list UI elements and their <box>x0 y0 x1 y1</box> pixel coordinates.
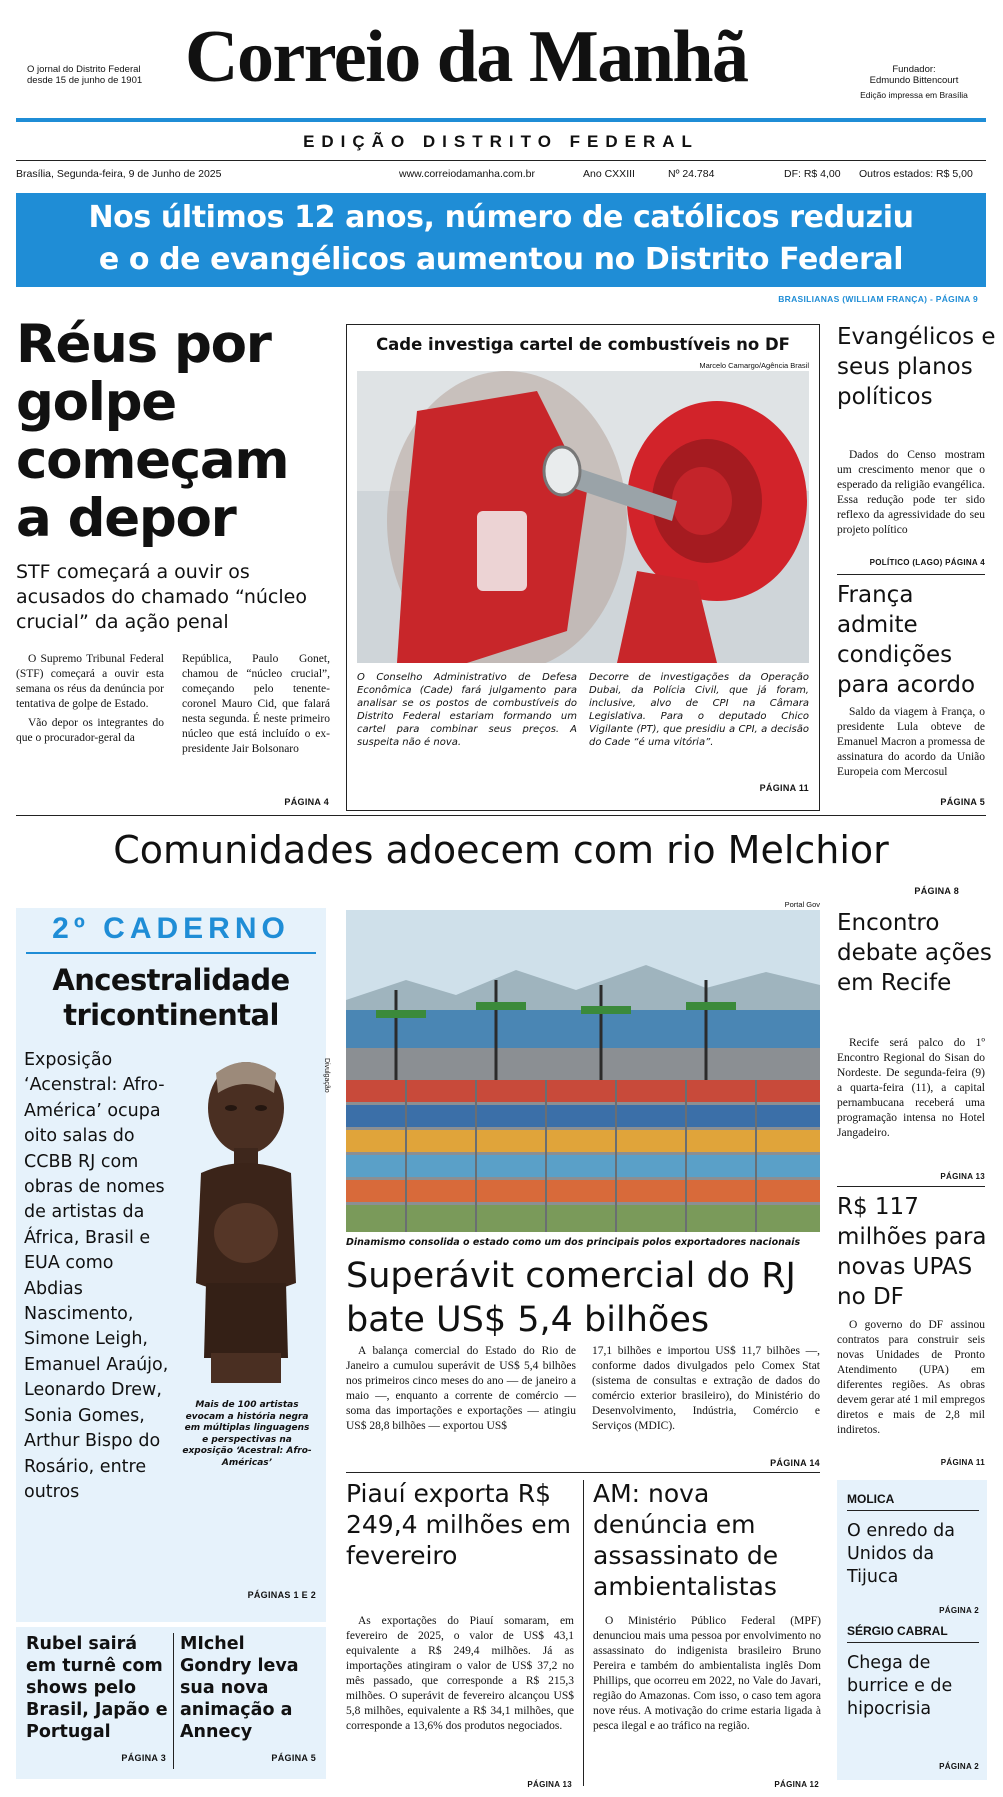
franca-page[interactable]: PÁGINA 5 <box>940 797 985 807</box>
divider <box>173 1633 174 1769</box>
edition-date: Brasília, Segunda-feira, 9 de Junho de 2025 <box>16 168 222 180</box>
columnists-panel <box>837 1480 987 1780</box>
franca-headline[interactable]: França admite condições para acordo <box>837 582 976 698</box>
upas-body: O governo do DF assinou contratos para construir seis novas Unidades de Pronto Atendimento (UPA) em diferentes regiões. As obras devem gerar até 1 mil empregos diretos e mais de 2,8 mil indiretos. <box>837 1319 985 1436</box>
cabral-page[interactable]: PÁGINA 2 <box>939 1762 979 1771</box>
cade-caption-col1: O Conselho Administrativo de Defesa Econômica (Cade) fará julgamento para analisar se os postos de combustíveis do Distrito Federal estariam formando um cartel para combinar seus preços. A suspeita não é nova. <box>357 672 577 748</box>
piaui-page[interactable]: PÁGINA 13 <box>527 1780 572 1789</box>
printed-edition: Edição impressa em Brasília <box>860 90 968 100</box>
fuel-nozzle-photo[interactable] <box>357 371 809 663</box>
cade-page[interactable]: PÁGINA 11 <box>759 783 809 793</box>
am-headline[interactable]: AM: nova denúncia em assassinato de ambientalistas <box>593 1479 779 1601</box>
recife-page[interactable]: PÁGINA 13 <box>940 1172 985 1181</box>
cade-photo-credit: Marcelo Camargo/Agência Brasil <box>699 361 809 370</box>
piaui-headline[interactable]: Piauí exporta R$ 249,4 milhões em fevereiro <box>346 1479 571 1570</box>
culture-bottom-panel <box>16 1627 326 1779</box>
molica-page[interactable]: PÁGINA 2 <box>939 1606 979 1615</box>
divider <box>837 1186 985 1187</box>
superavit-headline[interactable]: Superávit comercial do RJ bate US$ 5,4 bilhões <box>346 1256 796 1340</box>
reus-deck: STF começará a ouvir os acusados do chamado “núcleo crucial” da ação penal <box>16 561 307 633</box>
divider <box>346 1472 820 1473</box>
reus-paragraph-2: Vão depor os integrantes do que o procurador-geral da <box>16 717 164 744</box>
caderno-label[interactable]: 2º CADERNO <box>52 912 290 945</box>
recife-headline[interactable]: Encontro debate ações em Recife <box>837 910 992 996</box>
tagline-line2: desde 15 de junho de 1901 <box>27 75 143 86</box>
melchior-page[interactable]: PÁGINA 8 <box>914 886 959 896</box>
edition-label: EDIÇÃO DISTRITO FEDERAL <box>303 132 699 151</box>
port-photo-credit: Portal Gov <box>784 900 820 909</box>
reus-text-col1 <box>16 652 164 746</box>
container-port-illustration <box>346 910 820 1232</box>
divider <box>16 815 986 816</box>
banner-headline-line1: Nos últimos 12 anos, número de católicos reduziu <box>88 200 914 235</box>
masthead-rule <box>16 118 986 122</box>
divider <box>847 1642 979 1643</box>
website-link[interactable]: www.correiodamanha.com.br <box>399 168 535 180</box>
gondry-page[interactable]: PÁGINA 5 <box>271 1753 316 1763</box>
superavit-text-col2: 17,1 bilhões e importou US$ 11,7 bilhões —, conforme dados divulgados pelo Comex Stat (sistema de consultas e extração de dados do comércio exterior brasileiro), do Ministério do Desenvolvimento, Indústria, Comércio e Serviços (MDIC). <box>592 1345 820 1432</box>
caderno-caption: Mais de 100 artistas evocam a história negra em múltiplas linguagens e perspectivas na exposição ‘Acestral: Afro-Américas’ <box>182 1400 312 1468</box>
upas-headline[interactable]: R$ 117 milhões para novas UPAS no DF <box>837 1194 987 1310</box>
caderno-headline[interactable]: Ancestralidade tricontinental <box>52 963 290 1032</box>
port-photo[interactable] <box>346 910 820 1232</box>
divider <box>16 160 986 161</box>
caderno-page[interactable]: PÁGINAS 1 E 2 <box>247 1590 316 1600</box>
founder-name: Edmundo Bittencourt <box>869 75 959 86</box>
masthead-tagline <box>27 64 167 86</box>
price-other-states: Outros estados: R$ 5,00 <box>859 168 973 180</box>
caderno-photo-credit: Divulgação <box>323 1058 330 1093</box>
caderno-panel <box>16 908 330 1622</box>
piaui-body: As exportações do Piauí somaram, em fevereiro de 2025, o valor de US$ 43,1 equivalente a R$ 249,4 milhões. Já as importações atingiram o valor de US$ 37,2 no mês passado, que corresponde a R$ 215,3 milhões. O superávit de fevereiro alcançou US$ 5,8 milhões, equivalente a R$ 34,1 milhões, que corresponde a 13,6% dos produtos negociados. <box>346 1615 574 1732</box>
reus-page[interactable]: PÁGINA 4 <box>284 797 329 807</box>
divider <box>583 1480 584 1786</box>
reus-text-col2: República, Paulo Gonet, chamou de “núcleo crucial”, começando pelo tenente-coronel Mauro Cid, que falará nesta segunda. É neste primeiro núcleo que está incluído o ex-presidente Jair Bolsonaro <box>182 653 330 755</box>
divider <box>837 574 985 575</box>
am-page[interactable]: PÁGINA 12 <box>774 1780 819 1789</box>
molica-headline[interactable]: O enredo da Unidos da Tijuca <box>847 1521 955 1587</box>
superavit-page[interactable]: PÁGINA 14 <box>770 1458 820 1468</box>
fuel-nozzle-illustration <box>357 371 809 663</box>
cade-headline[interactable]: Cade investiga cartel de combustíveis no DF <box>376 335 790 354</box>
recife-body: Recife será palco do 1º Encontro Regional do Sisan do Nordeste. De segunda-feira (9) a quarta-feira (11), a capital pernambucana receberá uma programação intensa no Hotel Jangadeiro. <box>837 1037 985 1139</box>
top-banner[interactable] <box>16 193 986 287</box>
cabral-headline[interactable]: Chega de burrice e de hipocrisia <box>847 1653 953 1719</box>
price-df: DF: R$ 4,00 <box>784 168 841 180</box>
cade-caption-col2: Decorre de investigações da Operação Dubai, da Polícia Civil, que já foram, inclusive, alvo de CPI na Câmara Legislativa. Para o deputado Chico Vigilante (PT), que presidiu a CPI, a decisão do Cade “é uma vitória”. <box>589 672 809 748</box>
evangelicos-page[interactable]: POLÍTICO (LAGO) PÁGINA 4 <box>869 558 985 567</box>
franca-body: Saldo da viagem à França, o presidente Lula obteve de Emanuel Macron a promessa de assinatura do acordo da União Europeia com Mercosul <box>837 706 985 778</box>
banner-headline-line2: e o de evangélicos aumentou no Distrito Federal <box>98 242 904 277</box>
caderno-rule <box>26 952 316 954</box>
cabral-label[interactable]: SÉRGIO CABRAL <box>847 1624 948 1638</box>
wooden-sculpture-illustration <box>176 1053 316 1393</box>
banner-headline <box>16 197 986 281</box>
gondry-headline[interactable]: MIchel Gondry leva sua nova animação a Annecy <box>180 1634 299 1742</box>
masthead-founder <box>840 64 988 101</box>
superavit-text-col1: A balança comercial do Estado do Rio de Janeiro a cumulou superávit de US$ 5,4 bilhões nos primeiros cinco meses do ano — de janeiro a maio —, enquanto a corrente de comércio — soma das importações e exportações — atingiu US$ 28,8 bilhões — exportou US$ <box>346 1345 576 1432</box>
caderno-body: Exposição ‘Acenstral: Afro-América’ ocupa oito salas do CCBB RJ com obras de nomes de artistas da África, Brasil e EUA como Abdias Nascimento, Simone Leigh, Emanuel Araújo, Leonardo Drew, Sonia Gomes, Arthur Bispo do Rosário, entre outros <box>24 1050 169 1502</box>
rubel-page[interactable]: PÁGINA 3 <box>121 1753 166 1763</box>
cade-box <box>346 324 820 811</box>
banner-credit: BRASILIANAS (WILLIAM FRANÇA) - PÁGINA 9 <box>778 294 978 304</box>
founder-label: Fundador: <box>892 64 936 75</box>
newspaper-logo[interactable]: Correio da Manhã <box>185 16 748 98</box>
evangelicos-headline[interactable]: Evangélicos e seus planos políticos <box>837 324 996 410</box>
melchior-headline[interactable]: Comunidades adoecem com rio Melchior <box>113 828 889 872</box>
evangelicos-body: Dados do Censo mostram um crescimento menor que o esperado da religião evangélica. Essa redução pode ter sido reflexo da agressividade do seu projeto político <box>837 449 985 536</box>
molica-label[interactable]: MOLICA <box>847 1492 895 1506</box>
sculpture-photo[interactable] <box>176 1053 316 1393</box>
dateline <box>16 167 986 181</box>
rubel-headline[interactable]: Rubel sairá em turnê com shows pelo Brasil, Japão e Portugal <box>26 1634 168 1742</box>
divider <box>847 1510 979 1511</box>
am-body: O Ministério Público Federal (MPF) denunciou mais uma pessoa por envolvimento no assassinato do indigenista brasileiro Bruno Pereira e também do ambientalista inglês Dom Phillips, que ocorreu em 2022, no Vale do Javari, região do Amazonas. Com isso, o caso tem agora nove réus. A motivação do crime estaria ligada à pesca ilegal e ao tráfico na região. <box>593 1615 821 1732</box>
reus-paragraph-1: O Supremo Tribunal Federal (STF) começará a ouvir esta semana os réus da denúncia por tentativa de golpe de Estado. <box>16 653 164 710</box>
edition-number: Nº 24.784 <box>668 168 715 180</box>
port-caption: Dinamismo consolida o estado como um dos principais polos exportadores nacionais <box>346 1237 801 1248</box>
reus-headline[interactable]: Réus por golpe começam a depor <box>16 314 289 549</box>
tagline-line1: O jornal do Distrito Federal <box>27 64 141 75</box>
upas-page[interactable]: PÁGINA 11 <box>940 1458 985 1467</box>
edition-year: Ano CXXIII <box>583 168 635 180</box>
